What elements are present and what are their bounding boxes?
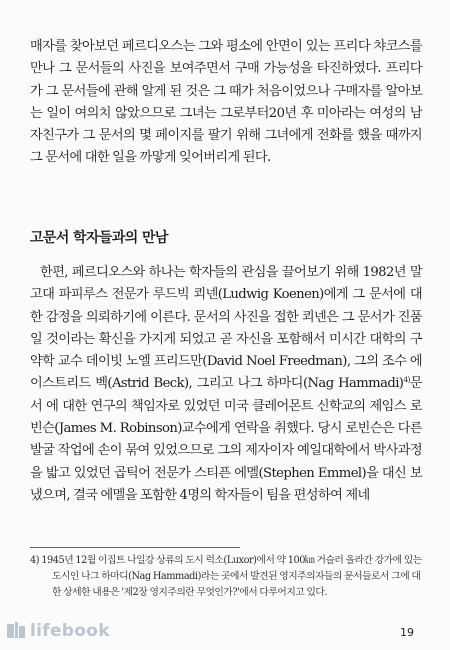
footnote: 4) 1945년 12월 이집트 나일강 상류의 도시 럭소(Luxor)에서 약 100㎞ 거슬러 올라간 강가에 있는 도시인 나그 하마디(Nag Hammadi)라는 곳에서 발견된 영지주의자들의 문서들로서 그에 대한 상세한 내용은 '제2장 영지주의란 무엇인가?'에서 다루어지고 있다. — [30, 555, 422, 599]
watermark-text: lifebook — [30, 621, 110, 641]
body-paragraph-2 — [30, 262, 422, 507]
footnote-reference[interactable]: 4) — [403, 375, 410, 385]
page-number: 19 — [400, 626, 414, 639]
paragraph-text-after-footnote: 문서 에 대한 연구의 책임자로 있었던 미국 클레어몬트 신학교의 제임스 로빈슨(James M. Robinson)교수에게 연락을 취했다. 당시 로빈슨은 다른 발굴 작업에 손이 묶여 있었으므로 그의 제자이자 예일대학에서 박사과정을 밟고 있었던 곱틱어 전문가 스티픈 에멜(Stephen Emmel)을 대신 보냈으며, 결국 에멜을 포함한 4명의 학자들이 팀을 편성하여 제네 — [30, 376, 422, 503]
section-heading: 고문서 학자들과의 만남 — [30, 230, 168, 246]
lifebook-logo-icon — [6, 621, 26, 641]
footnote-divider — [30, 547, 240, 548]
watermark — [6, 621, 110, 641]
body-paragraph-1: 매자를 찾아보던 페르디오스는 그와 평소에 안면이 있는 프리다 챠코스를 만나 그 문서들의 사진을 보여주면서 구매 가능성을 타진하였다. 프리다가 그 문서들에 관해 알게 된 것은 그 때가 처음이었으나 구매자를 알아보는 일이 여의치 않았으므로 그녀는 그로부터20년 후 미아라는 여성의 남자친구가 그 문서의 몇 페이지를 팔기 위해 그녀에게 전화를 했을 때까지 그 문서에 대한 일을 까맣게 잊어버리게 된다. — [30, 39, 422, 166]
paragraph-text-before-footnote: 한편, 페르디오스와 하나는 학자들의 관심을 끌어보기 위해 1982년 말 고대 파피루스 전문가 루드빅 쾨넨(Ludwig Koenen)에게 그 문서에 대한 감정을 의뢰하기에 이른다. 문서의 사진을 접한 쾨넨은 그 문서가 진품일 것이라는 확신을 가지게 되었고 곧 자신을 포함해서 미시간 대학의 구약학 교수 데이빗 노엘 프리드만(David Noel Freedman), 그의 조수 에이스트리드 벡(Astrid Beck), 그리고 나그 하마디(Nag Hammadi) — [30, 265, 422, 392]
